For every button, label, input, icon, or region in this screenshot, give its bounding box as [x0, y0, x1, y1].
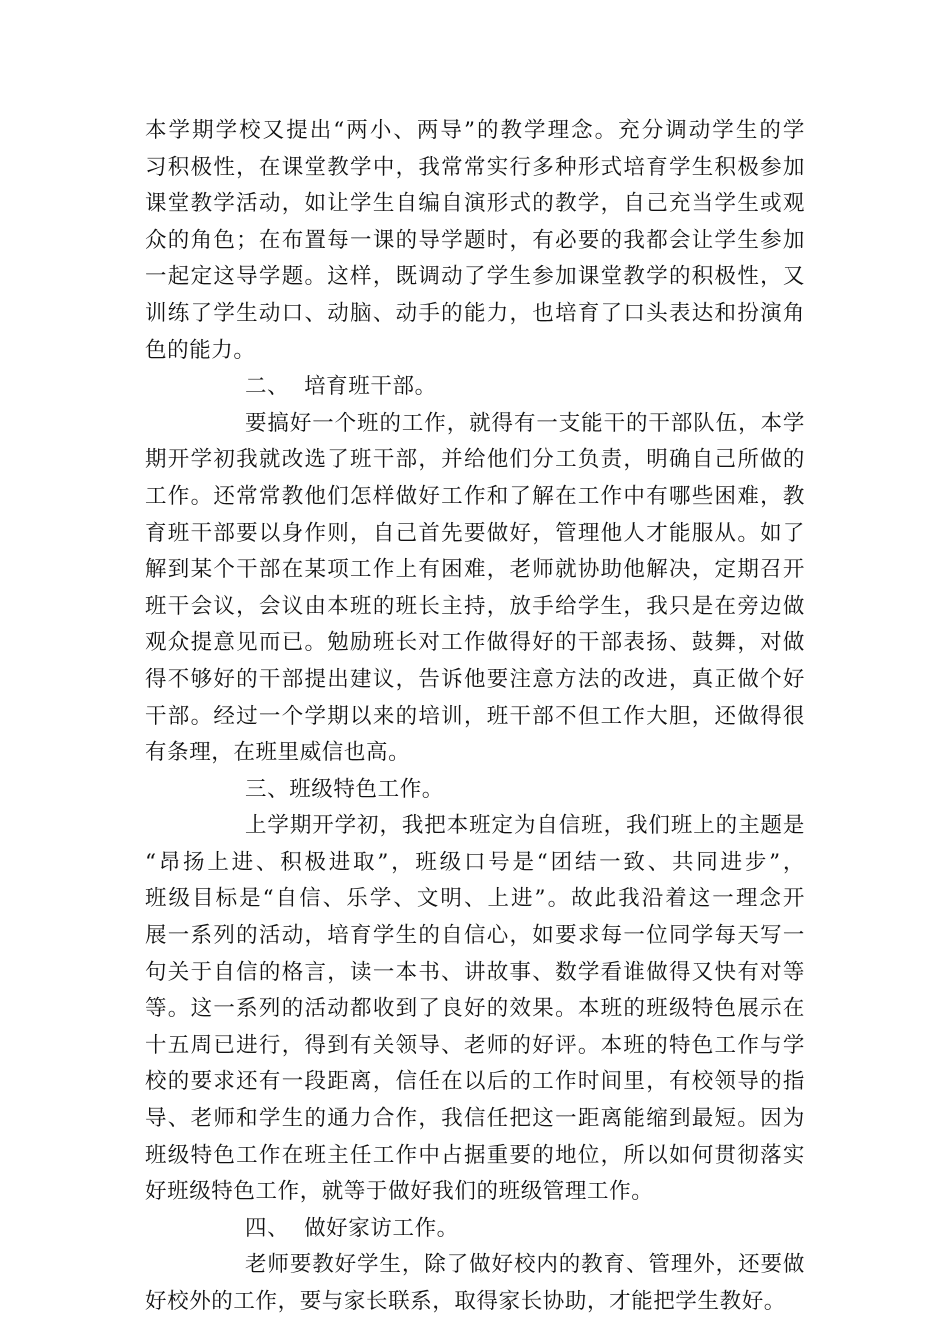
text-line: 好校外的工作，要与家长联系，取得家长协助，才能把学生教好。: [145, 1289, 786, 1314]
text-line: 好班级特色工作，就等于做好我们的班级管理工作。: [145, 1179, 654, 1205]
text-line: 工作。还常常教他们怎样做好工作和了解在工作中有哪些困难，教: [145, 483, 805, 509]
text-line: 众的角色；在布置每一课的导学题时，有必要的我都会让学生参加: [145, 227, 805, 253]
text-line: 一起定这导学题。这样，既调动了学生参加课堂教学的积极性，又: [145, 264, 805, 290]
text-line: 班级特色工作在班主任工作中占据重要的地位，所以如何贯彻落实: [145, 1142, 805, 1168]
text-line: 本学期学校又提出“两小、两导”的教学理念。充分调动学生的学: [145, 118, 805, 143]
document-body: [145, 113, 805, 1321]
text-line: 班干会议，会议由本班的班长主持，放手给学生，我只是在旁边做: [145, 593, 805, 619]
section-heading-home-visits: 四、 做好家访工作。: [245, 1215, 459, 1241]
text-line: 期开学初我就改选了班干部，并给他们分工负责，明确自己所做的: [145, 447, 805, 473]
text-line: 习积极性，在课堂教学中，我常常实行多种形式培育学生积极参加: [145, 154, 805, 180]
text-line: 句关于自信的格言，读一本书、讲故事、数学看谁做得又快有对等: [145, 959, 805, 985]
text-line: 导、老师和学生的通力合作，我信任把这一距离能缩到最短。因为: [145, 1106, 805, 1132]
text-line: 老师要教好学生，除了做好校内的教育、管理外，还要做: [245, 1252, 805, 1278]
text-line: 校的要求还有一段距离，信任在以后的工作时间里，有校领导的指: [145, 1069, 805, 1095]
text-line: 育班干部要以身作则，自己首先要做好，管理他人才能服从。如了: [145, 520, 805, 546]
text-line: “昂扬上进、积极进取”，班级口号是“团结一致、共同进步”，: [145, 849, 805, 875]
text-line: 上学期开学初，我把本班定为自信班，我们班上的主题是: [245, 813, 805, 839]
text-line: 课堂教学活动，如让学生自编自演形式的教学，自己充当学生或观: [145, 191, 805, 217]
section-heading-class-cadres: 二、 培育班干部。: [245, 374, 437, 400]
text-line: 展一系列的活动，培育学生的自信心，如要求每一位同学每天写一: [145, 923, 805, 949]
paragraph-class-cadres: [145, 406, 805, 772]
text-line: 训练了学生动口、动脑、动手的能力，也培育了口头表达和扮演角: [145, 300, 805, 326]
text-line: 等。这一系列的活动都收到了良好的效果。本班的班级特色展示在: [145, 996, 805, 1022]
text-line: 解到某个干部在某项工作上有困难，老师就协助他解决，定期召开: [145, 557, 805, 583]
paragraph-class-features: [145, 808, 805, 1211]
text-line: 十五周已进行，得到有关领导、老师的好评。本班的特色工作与学: [145, 1032, 805, 1058]
text-line: 要搞好一个班的工作，就得有一支能干的干部队伍，本学: [245, 410, 805, 436]
text-line: 干部。经过一个学期以来的培训，班干部不但工作大胆，还做得很: [145, 703, 805, 729]
text-line: 得不够好的干部提出建议，告诉他要注意方法的改进，真正做个好: [145, 666, 805, 692]
paragraph-teaching-concept: [145, 113, 805, 369]
text-line: 有条理，在班里威信也高。: [145, 740, 411, 766]
section-heading-class-features: 三、班级特色工作。: [245, 776, 444, 802]
text-line: 观众提意见而已。勉励班长对工作做得好的干部表扬、鼓舞，对做: [145, 630, 805, 656]
paragraph-home-visits: [145, 1247, 805, 1320]
text-line: 班级目标是“自信、乐学、文明、上进”。故此我沿着这一理念开: [145, 886, 805, 912]
text-line: 色的能力。: [145, 337, 256, 363]
